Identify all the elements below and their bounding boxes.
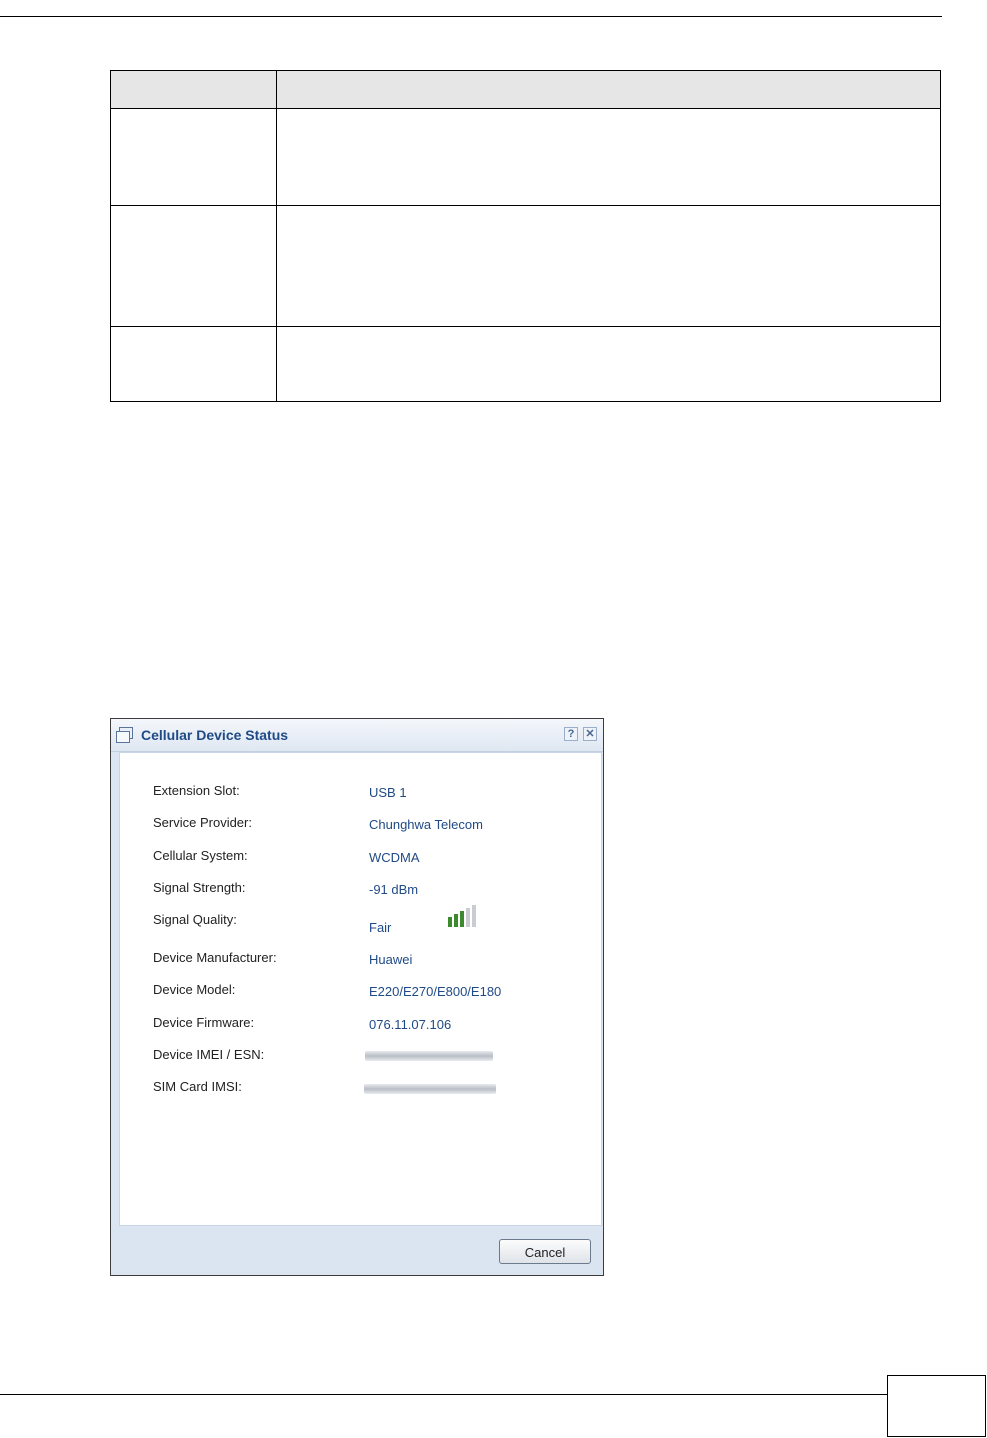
- close-button[interactable]: ✕: [583, 727, 597, 741]
- field-label: Device IMEI / ESN:: [153, 1047, 265, 1062]
- window-icon: [119, 727, 133, 739]
- dialog-content: [119, 752, 602, 1226]
- table-cell: [277, 206, 941, 327]
- signal-bars-icon: [447, 905, 481, 929]
- redacted-value: [365, 1051, 493, 1061]
- dialog-title: Cellular Device Status: [141, 727, 289, 743]
- table-header-row: [111, 71, 941, 109]
- field-value: E220/E270/E800/E180: [369, 984, 502, 999]
- table-cell: [277, 327, 941, 402]
- field-value: -91 dBm: [369, 882, 419, 897]
- field-row-extension-slot: [120, 783, 601, 803]
- signal-bar: [472, 905, 476, 927]
- signal-bar: [454, 914, 458, 927]
- cancel-button[interactable]: Cancel: [499, 1239, 591, 1264]
- redacted-value: [364, 1084, 496, 1094]
- table-cell: [111, 206, 277, 327]
- field-label: Device Firmware:: [153, 1015, 255, 1030]
- field-label: Extension Slot:: [153, 783, 240, 798]
- table-row: [111, 109, 941, 206]
- signal-bar: [460, 911, 464, 927]
- table-row: [111, 327, 941, 402]
- field-value: Fair: [369, 920, 392, 935]
- field-row-device-model: [120, 982, 601, 1002]
- field-label: Signal Strength:: [153, 880, 246, 895]
- field-row-device-manufacturer: [120, 950, 601, 970]
- cellular-device-status-dialog: [110, 718, 604, 1276]
- table-cell: [111, 109, 277, 206]
- page-number-box: [887, 1375, 986, 1437]
- table-row: [111, 206, 941, 327]
- table-cell: [111, 71, 277, 109]
- description-table: [110, 70, 941, 402]
- field-label: Cellular System:: [153, 848, 248, 863]
- signal-bar: [448, 917, 452, 927]
- field-row-device-firmware: [120, 1015, 601, 1035]
- field-label: Device Manufacturer:: [153, 950, 277, 965]
- field-row-sim-imsi: [120, 1079, 601, 1099]
- footer-rule: [0, 1394, 887, 1395]
- field-value: USB 1: [369, 785, 407, 800]
- field-row-signal-quality: [120, 912, 601, 935]
- field-value: 076.11.07.106: [369, 1017, 452, 1032]
- field-value: Chunghwa Telecom: [369, 817, 483, 832]
- field-value: Huawei: [369, 952, 413, 967]
- help-button[interactable]: ?: [564, 727, 578, 741]
- field-row-service-provider: [120, 815, 601, 835]
- field-row-device-imei: [120, 1047, 601, 1067]
- field-row-cellular-system: [120, 848, 601, 868]
- table-cell: [111, 327, 277, 402]
- dialog-titlebar: [111, 719, 603, 752]
- dialog-footer: [111, 1227, 603, 1275]
- field-label: Service Provider:: [153, 815, 252, 830]
- signal-bar: [466, 908, 470, 927]
- field-label: Device Model:: [153, 982, 236, 997]
- table-cell: [277, 109, 941, 206]
- field-value: WCDMA: [369, 850, 420, 865]
- header-rule: [0, 16, 942, 17]
- field-row-signal-strength: [120, 880, 601, 900]
- field-label: SIM Card IMSI:: [153, 1079, 242, 1094]
- field-label: Signal Quality:: [153, 912, 237, 927]
- table-cell: [277, 71, 941, 109]
